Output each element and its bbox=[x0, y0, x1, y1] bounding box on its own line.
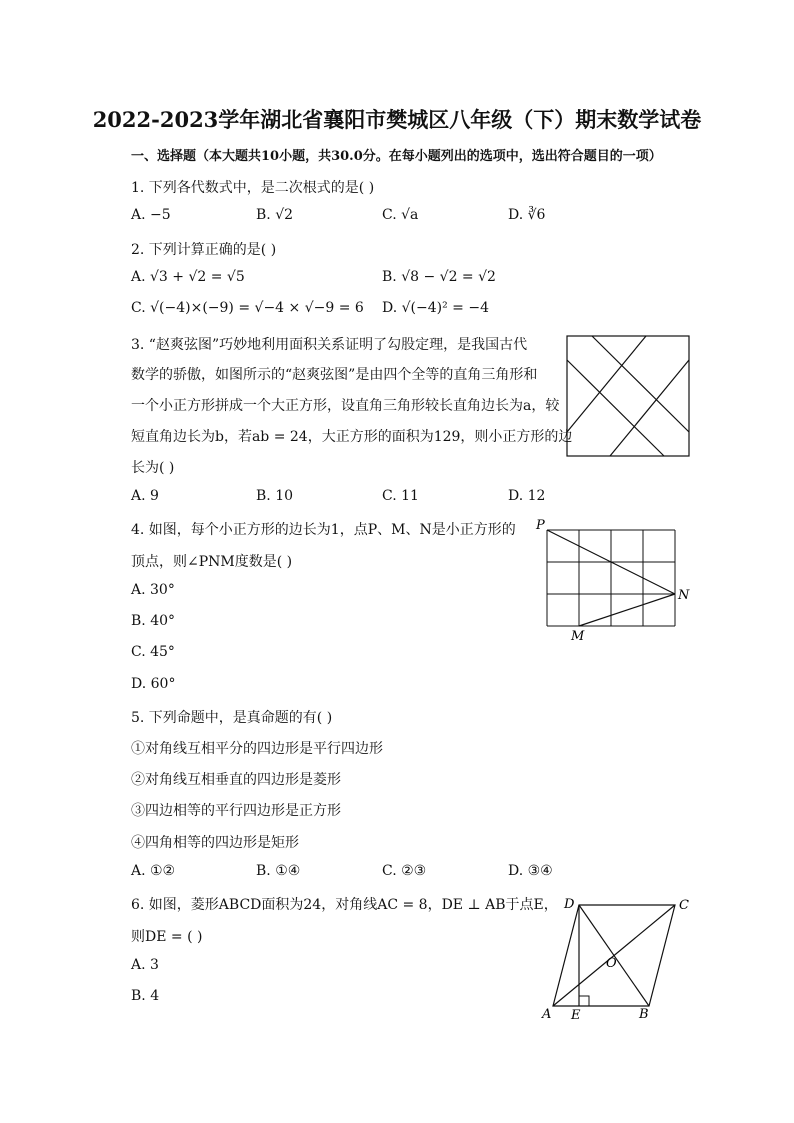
label-c: C bbox=[679, 898, 689, 913]
label-d: D bbox=[564, 897, 575, 912]
q4-option-c: C. 45° bbox=[131, 644, 175, 660]
q2-option-a: A. √3 + √2 = √5 bbox=[131, 269, 245, 285]
q3-stem-line: 3. “赵爽弦图”巧妙地利用面积关系证明了勾股定理，是我国古代 bbox=[131, 337, 528, 353]
q6-option-b: B. 4 bbox=[131, 988, 160, 1004]
q1-option-a: A. −5 bbox=[131, 207, 171, 223]
question-1-stem: 1. 下列各代数式中，是二次根式的是( ) bbox=[131, 180, 375, 196]
q4-option-b: B. 40° bbox=[131, 613, 176, 629]
q3-stem-line: 短直角边长为b，若ab = 24，大正方形的面积为129，则小正方形的边 bbox=[131, 429, 573, 445]
q5-statement: ①对角线互相平分的四边形是平行四边形 bbox=[131, 741, 383, 757]
q6-stem-line: 6. 如图，菱形ABCD面积为24，对角线AC = 8，DE ⊥ AB于点E， bbox=[131, 897, 558, 913]
q3-option-d: D. 12 bbox=[508, 488, 546, 504]
grid-figure bbox=[534, 515, 694, 645]
q1-option-b: B. √2 bbox=[256, 207, 294, 223]
q3-stem-line: 一个小正方形拼成一个大正方形，设直角三角形较长直角边长为a，较 bbox=[131, 398, 560, 414]
label-p: P bbox=[536, 518, 545, 533]
label-o: O bbox=[606, 956, 617, 971]
q2-option-b: B. √8 − √2 = √2 bbox=[382, 269, 496, 285]
q5-statement: ③四边相等的平行四边形是正方形 bbox=[131, 803, 341, 819]
q6-stem-line: 则DE = ( ) bbox=[131, 929, 203, 945]
q6-option-a: A. 3 bbox=[131, 957, 159, 973]
zhao-shuang-figure bbox=[566, 335, 690, 457]
q3-stem-line: 数学的骄傲，如图所示的“赵爽弦图”是由四个全等的直角三角形和 bbox=[131, 367, 538, 383]
label-a: A bbox=[542, 1007, 552, 1022]
q3-option-c: C. 11 bbox=[382, 488, 419, 504]
q4-option-d: D. 60° bbox=[131, 676, 176, 692]
q5-option-c: C. ②③ bbox=[382, 863, 427, 879]
q5-statement: ④四角相等的四边形是矩形 bbox=[131, 835, 299, 851]
question-5-stem: 5. 下列命题中，是真命题的有( ) bbox=[131, 710, 333, 726]
q5-option-a: A. ①② bbox=[131, 863, 176, 879]
q4-stem-line: 顶点，则∠PNM度数是( ) bbox=[131, 554, 293, 570]
q5-statement: ②对角线互相垂直的四边形是菱形 bbox=[131, 772, 341, 788]
page-title: 2022-2023学年湖北省襄阳市樊城区八年级（下）期末数学试卷 bbox=[92, 107, 702, 132]
q1-option-d: D. ∛6 bbox=[508, 207, 546, 223]
q4-option-a: A. 30° bbox=[131, 582, 175, 598]
label-n: N bbox=[678, 588, 690, 603]
q3-option-a: A. 9 bbox=[131, 488, 159, 504]
q2-option-c: C. √(−4)×(−9) = √−4 × √−9 = 6 bbox=[131, 300, 364, 316]
question-2-stem: 2. 下列计算正确的是( ) bbox=[131, 242, 277, 258]
label-m: M bbox=[571, 629, 585, 644]
label-b: B bbox=[639, 1007, 649, 1022]
q4-stem-line: 4. 如图，每个小正方形的边长为1，点P、M、N是小正方形的 bbox=[131, 522, 516, 538]
section-heading: 一、选择题（本大题共10小题，共30.0分。在每小题列出的选项中，选出符合题目的一项） bbox=[131, 149, 662, 164]
q3-option-b: B. 10 bbox=[256, 488, 294, 504]
q5-option-d: D. ③④ bbox=[508, 863, 553, 879]
q5-option-b: B. ①④ bbox=[256, 863, 301, 879]
rhombus-figure bbox=[538, 892, 698, 1024]
label-e: E bbox=[571, 1008, 581, 1023]
q1-option-c: C. √a bbox=[382, 207, 419, 223]
q2-option-d: D. √(−4)² = −4 bbox=[382, 300, 489, 316]
q3-stem-line: 长为( ) bbox=[131, 460, 175, 476]
